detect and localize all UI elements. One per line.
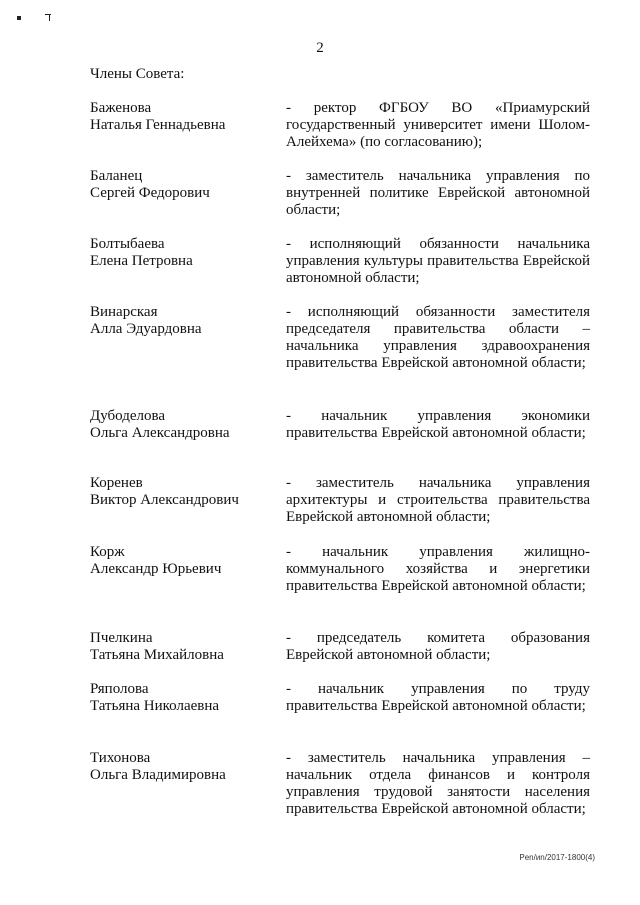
member-surname: Ряполова [90, 681, 149, 697]
member-given-name: Елена Петровна [90, 253, 193, 269]
member-name [90, 750, 290, 784]
member-name [90, 681, 290, 715]
member-given-name: Татьяна Николаевна [90, 698, 220, 714]
member-surname: Коренев [90, 475, 143, 491]
member-name [90, 630, 290, 664]
document-registration-code: Pen/иn/2017-1800(4) [519, 853, 595, 862]
member-surname: Корж [90, 544, 125, 560]
member-given-name: Ольга Владимировна [90, 767, 226, 783]
member-surname: Баланец [90, 168, 143, 184]
member-name [90, 304, 290, 338]
member-given-name: Виктор Александрович [90, 492, 239, 508]
scan-artifact-dot [17, 16, 21, 20]
member-given-name: Алла Эдуардовна [90, 321, 202, 337]
member-role: - заместитель начальника управления – начальник отдела финансов и контроля управления трудовой занятости населения правительства Еврейской автономной области; [286, 750, 590, 817]
member-role: - исполняющий обязанности начальника управления культуры правительства Еврейской автономной области; [286, 236, 590, 286]
member-given-name: Александр Юрьевич [90, 561, 222, 577]
member-name [90, 408, 290, 442]
member-given-name: Ольга Александровна [90, 425, 230, 441]
member-name [90, 236, 290, 270]
member-role: - председатель комитета образования Еврейской автономной области; [286, 630, 590, 663]
member-surname: Баженова [90, 100, 152, 116]
member-name [90, 544, 290, 578]
member-name [90, 100, 290, 134]
member-name [90, 475, 290, 509]
member-role: - исполняющий обязанности заместителя председателя правительства области – начальника управления здравоохранения правительства Еврейской автономной области; [286, 304, 590, 371]
member-role: - заместитель начальника управления по внутренней политике Еврейской автономной области; [286, 168, 590, 218]
member-given-name: Татьяна Михайловна [90, 647, 224, 663]
member-surname: Болтыбаева [90, 236, 165, 252]
member-name [90, 168, 290, 202]
member-role: - заместитель начальника управления архитектуры и строительства правительства Еврейской автономной области; [286, 475, 590, 525]
member-role: - ректор ФГБОУ ВО «Приамурский государственный университет имени Шолом-Алейхема» (по согласованию); [286, 100, 590, 150]
member-given-name: Сергей Федорович [90, 185, 210, 201]
member-role: - начальник управления экономики правительства Еврейской автономной области; [286, 408, 590, 441]
member-surname: Дубоделова [90, 408, 166, 424]
council-members-heading: Члены Совета: [90, 66, 185, 82]
member-surname: Тихонова [90, 750, 151, 766]
scan-artifact-mark [45, 14, 51, 15]
scan-artifact-mark [49, 14, 50, 21]
member-surname: Винарская [90, 304, 158, 320]
member-role: - начальник управления по труду правительства Еврейской автономной области; [286, 681, 590, 714]
page-number: 2 [316, 40, 324, 56]
member-role: - начальник управления жилищно-коммунального хозяйства и энергетики правительства Еврейской автономной области; [286, 544, 590, 594]
member-surname: Пчелкина [90, 630, 153, 646]
member-given-name: Наталья Геннадьевна [90, 117, 226, 133]
